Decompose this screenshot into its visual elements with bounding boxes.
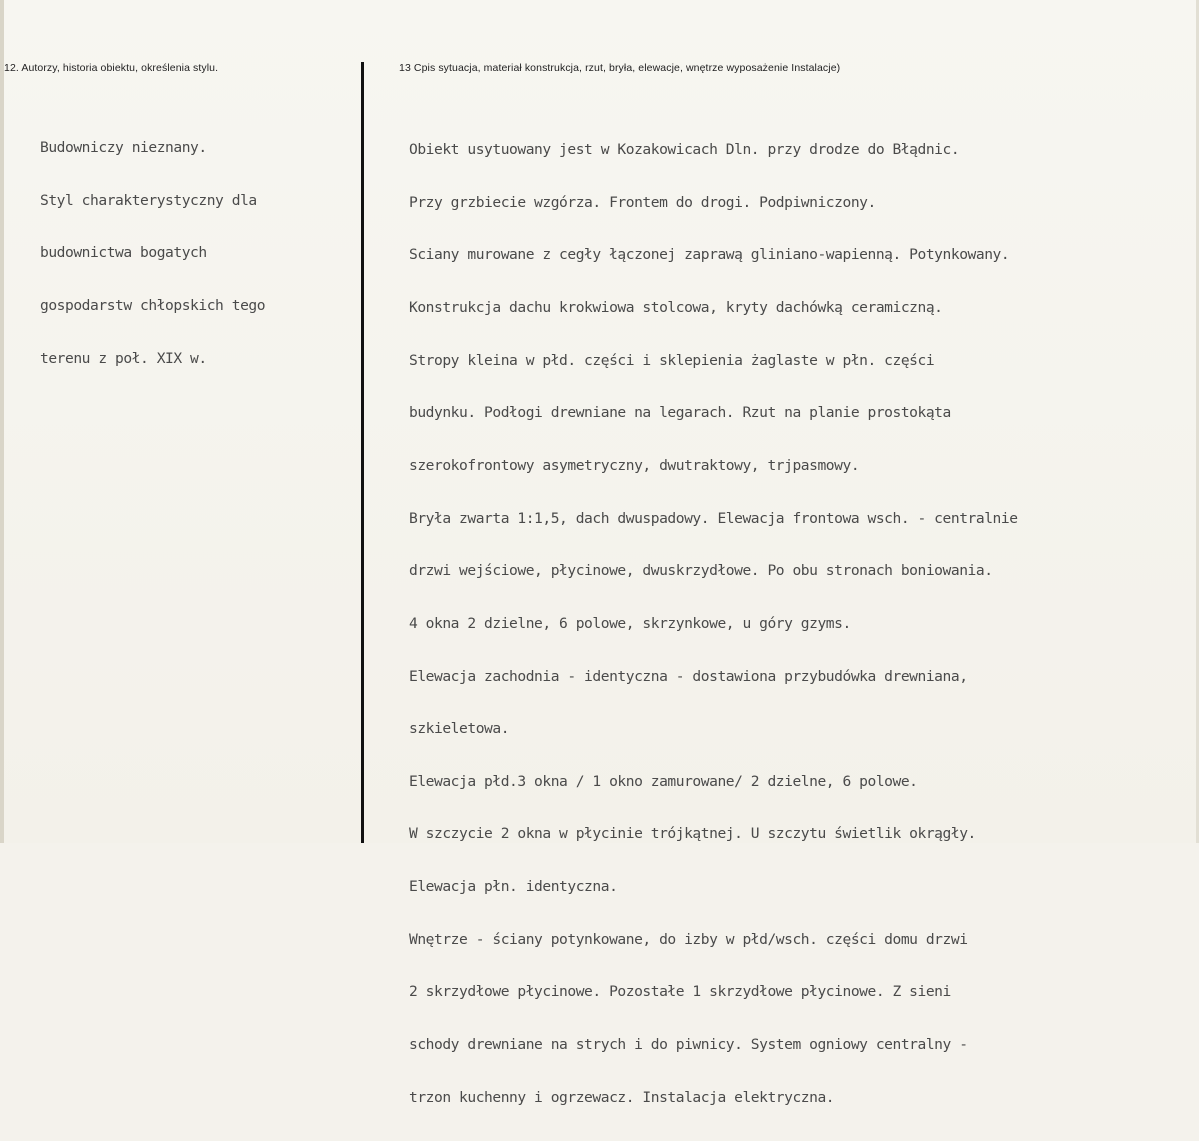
section-12-header: 12. Autorzy, historia obiektu, określenia stylu.: [4, 62, 219, 74]
text-line: Przy grzbiecie wzgórza. Frontem do drogi. Podpiwniczony.: [409, 193, 876, 211]
text-line: szkieletowa.: [409, 720, 510, 738]
text-line: trzon kuchenny i ogrzewacz. Instalacja elektryczna.: [409, 1088, 835, 1106]
page-left-edge: [0, 0, 4, 843]
description-text: [409, 106, 1018, 1141]
text-line: Stropy kleina w płd. części i sklepienia żaglaste w płn. części: [409, 351, 935, 369]
column-divider: [361, 62, 364, 843]
text-line: Elewacja płn. identyczna.: [409, 878, 618, 896]
text-line: budynku. Podłogi drewniane na legarach. Rzut na planie prostokąta: [409, 404, 951, 422]
text-line: Obiekt usytuowany jest w Kozakowicach Dln. przy drodze do Błądnic.: [409, 141, 960, 159]
text-line: szerokofrontowy asymetryczny, dwutraktowy, trjpasmowy.: [409, 456, 860, 474]
text-line: budownictwa bogatych: [40, 244, 207, 262]
text-line: Elewacja zachodnia - identyczna - dostawiona przybudówka drewniana,: [409, 667, 968, 685]
text-line: Sciany murowane z cegły łączonej zaprawą gliniano-wapienną. Potynkowany.: [409, 246, 1010, 264]
text-line: Budowniczy nieznany.: [40, 139, 207, 157]
text-line: Wnętrze - ściany potynkowane, do izby w płd/wsch. części domu drzwi: [409, 930, 968, 948]
text-line: Elewacja płd.3 okna / 1 okno zamurowane/ 2 dzielne, 6 polowe.: [409, 772, 918, 790]
authors-history-text: [40, 104, 265, 402]
text-line: Konstrukcja dachu krokwiowa stolcowa, kryty dachówką ceramiczną.: [409, 299, 943, 317]
text-line: terenu z poł. XIX w.: [40, 349, 207, 367]
text-line: Styl charakterystyczny dla: [40, 191, 257, 209]
text-line: 4 okna 2 dzielne, 6 polowe, skrzynkowe, u góry gzyms.: [409, 614, 851, 632]
text-line: gospodarstw chłopskich tego: [40, 297, 266, 315]
text-line: W szczycie 2 okna w płycinie trójkątnej. U szczytu świetlik okrągły.: [409, 825, 976, 843]
section-13-header: 13 Cpis sytuacja, materiał konstrukcja, rzut, bryła, elewacje, wnętrze wyposażenie Instalacje): [399, 62, 841, 74]
text-line: schody drewniane na strych i do piwnicy. System ogniowy centralny -: [409, 1035, 968, 1053]
text-line: 2 skrzydłowe płycinowe. Pozostałe 1 skrzydłowe płycinowe. Z sieni: [409, 983, 951, 1001]
text-line: Bryła zwarta 1:1,5, dach dwuspadowy. Elewacja frontowa wsch. - centralnie: [409, 509, 1018, 527]
text-line: drzwi wejściowe, płycinowe, dwuskrzydłowe. Po obu stronach boniowania.: [409, 562, 993, 580]
